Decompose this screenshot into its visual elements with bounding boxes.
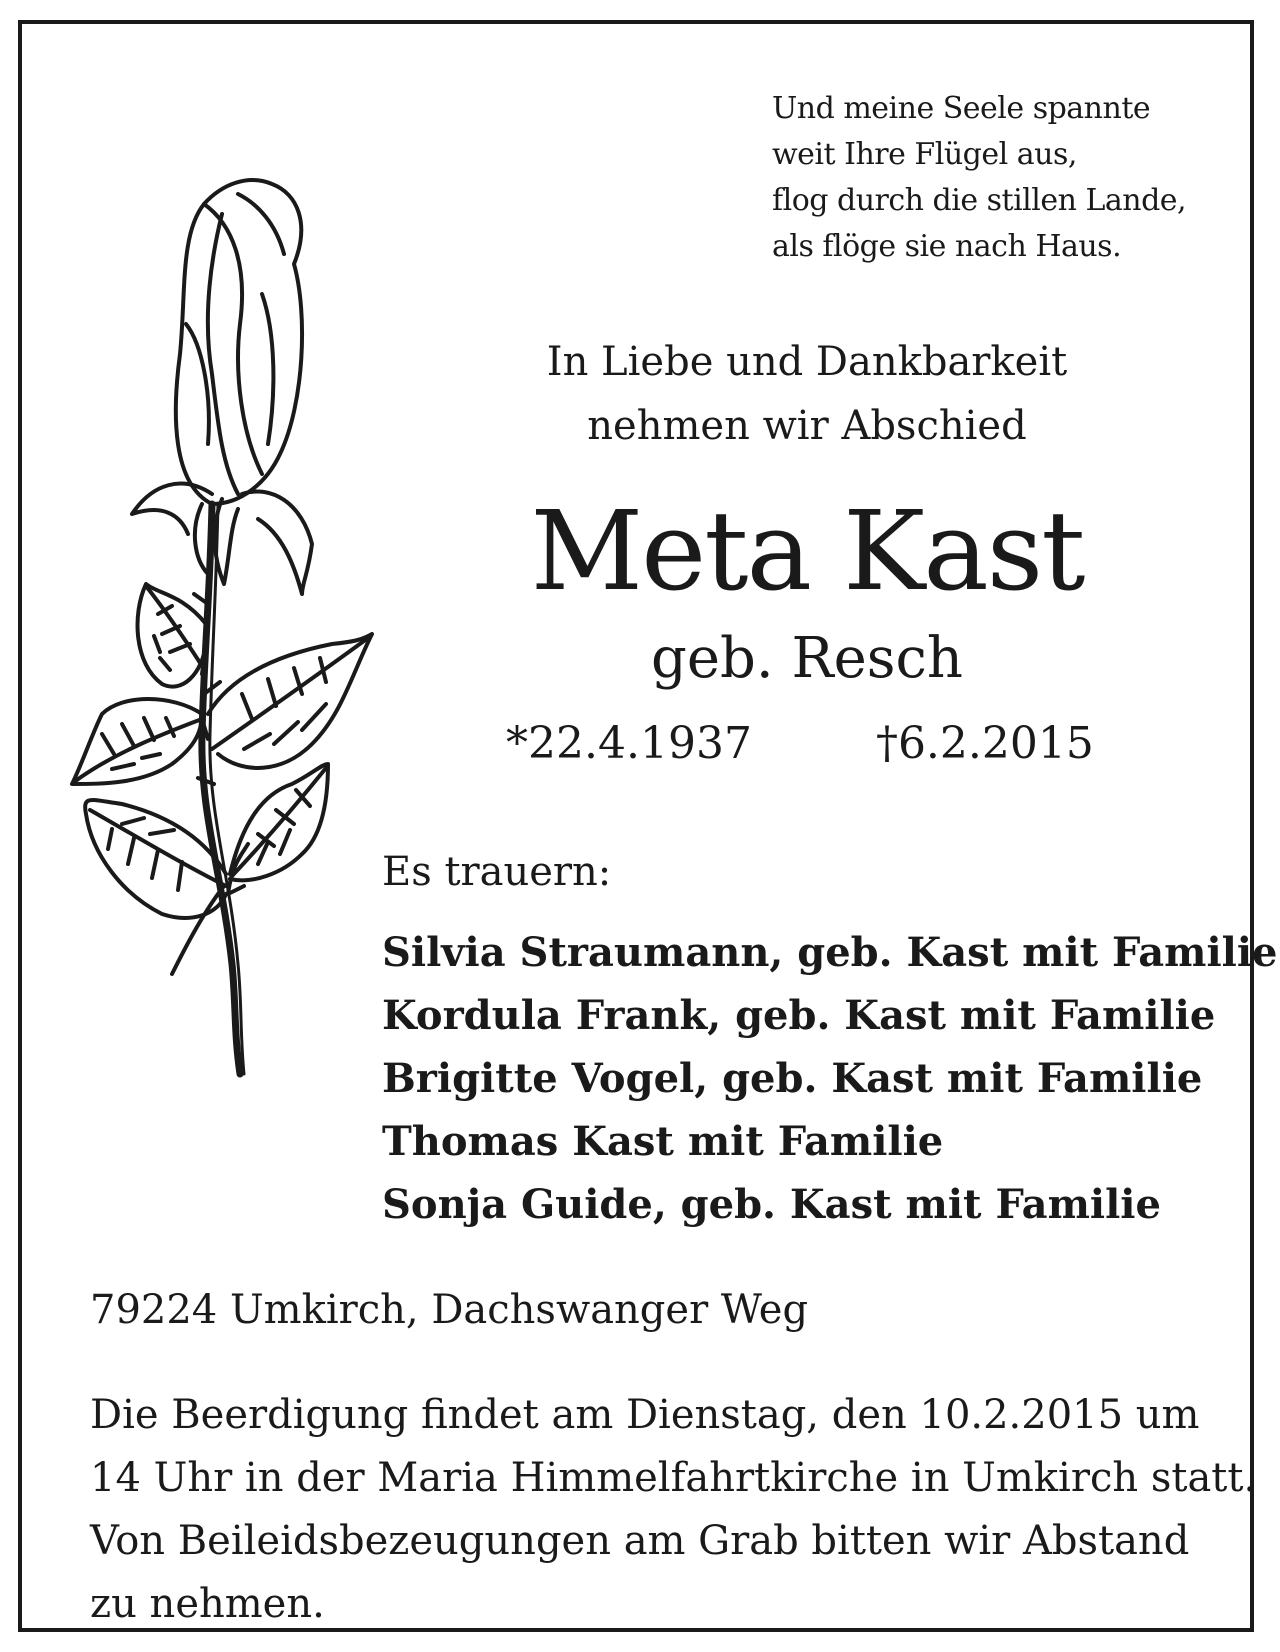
- mourner-entry: Kordula Frank, geb. Kast mit Familie: [382, 992, 1216, 1039]
- funeral-line: Von Beileidsbezeugungen am Grab bitten wir Abstand: [90, 1518, 1190, 1564]
- intro-line: In Liebe und Dankbarkeit: [546, 339, 1068, 385]
- funeral-line: 14 Uhr in der Maria Himmelfahrtkirche in Umkirch statt.: [90, 1455, 1257, 1501]
- death-date: †6.2.2015: [875, 718, 1094, 769]
- mourner-entry: Brigitte Vogel, geb. Kast mit Familie: [382, 1055, 1203, 1102]
- obituary-frame: [18, 20, 1278, 1632]
- life-dates: [506, 714, 1094, 774]
- mourner-entry: Thomas Kast mit Familie: [382, 1118, 944, 1165]
- deceased-name: Meta Kast: [530, 487, 1084, 615]
- intro-text: [422, 330, 1192, 458]
- funeral-line: zu nehmen.: [90, 1581, 325, 1627]
- poem-line: flog durch die stillen Lande,: [772, 183, 1187, 218]
- address: 79224 Umkirch, Dachswanger Weg: [90, 1287, 809, 1333]
- mourners-label: Es trauern:: [382, 849, 612, 895]
- intro-line: nehmen wir Abschied: [587, 403, 1027, 449]
- funeral-notice: [90, 1384, 1257, 1636]
- poem-line: weit Ihre Flügel aus,: [772, 137, 1077, 172]
- funeral-line: Die Beerdigung findet am Dienstag, den 10.2.2015 um: [90, 1392, 1200, 1438]
- poem-line: als flöge sie nach Haus.: [772, 229, 1122, 264]
- mourner-entry: Sonja Guide, geb. Kast mit Familie: [382, 1181, 1161, 1228]
- mourners-list: [382, 921, 1278, 1236]
- poem: [772, 86, 1186, 270]
- rose-icon: [62, 174, 392, 1104]
- poem-line: Und meine Seele spannte: [772, 91, 1151, 126]
- birth-date: *22.4.1937: [506, 718, 752, 769]
- mourner-entry: Silvia Straumann, geb. Kast mit Familie: [382, 929, 1278, 976]
- maiden-name: geb. Resch: [651, 626, 963, 691]
